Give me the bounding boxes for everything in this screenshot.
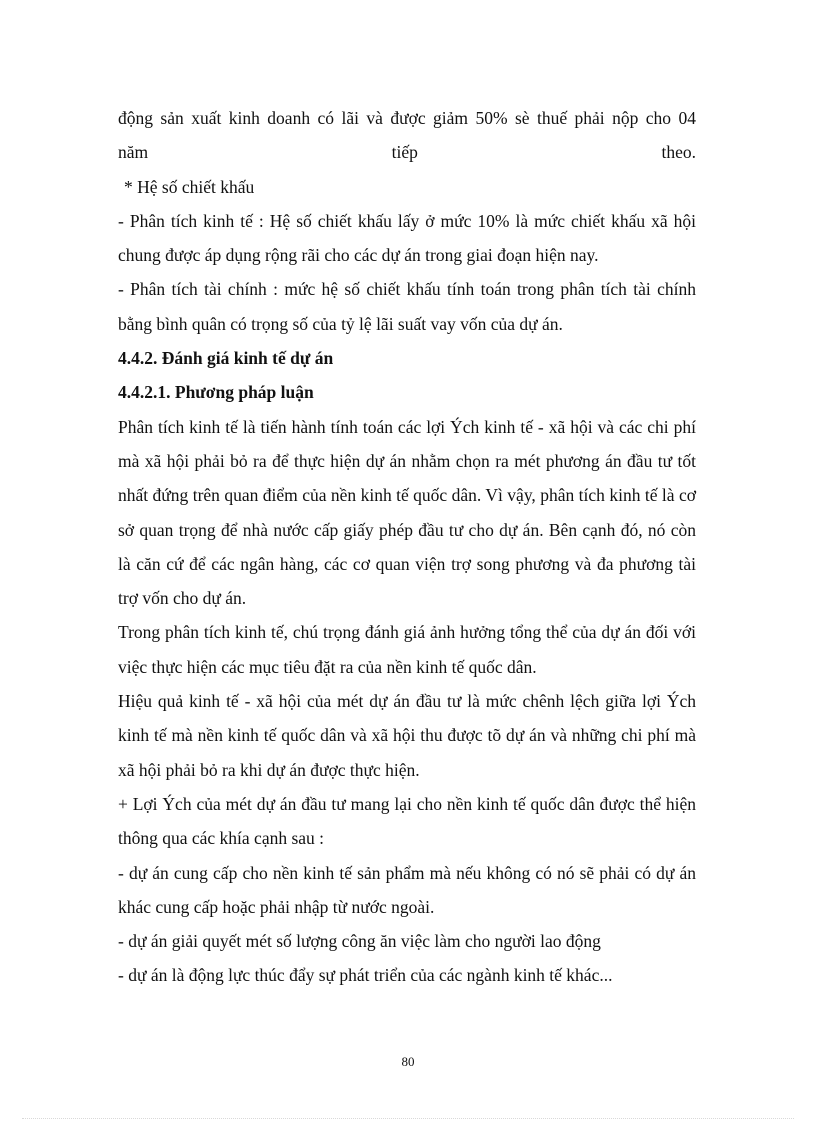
- subheading-discount-rate: * Hệ số chiết khấu: [124, 176, 255, 197]
- list-item-development: - dự án là động lực thúc đẩy sự phát triển của các ngành kinh tế khác...: [118, 965, 613, 986]
- paragraph-tax-continuation-line2: năm tiếp theo.: [118, 142, 696, 163]
- paragraph-socioeconomic-efficiency: Hiệu quả kinh tế - xã hội của mét dự án đầu tư là mức chênh lệch giữa lợi Ých kinh tế mà nền kinh tế quốc dân và xã hội thu được tõ dự án và những chi phí mà xã hội phải bỏ ra khi dự án được thực hiện.: [118, 691, 696, 780]
- paragraph-financial-discount: - Phân tích tài chính : mức hệ số chiết khấu tính toán trong phân tích tài chính bằng bình quân có trọng số của tỷ lệ lãi suất vay vốn của dự án.: [118, 279, 696, 334]
- section-heading-4-4-2-1: 4.4.2.1. Phương pháp luận: [118, 382, 314, 403]
- paragraph-economic-discount: - Phân tích kinh tế : Hệ số chiết khấu lấy ở mức 10% là mức chiết khấu xã hội chung được áp dụng rộng rãi cho các dự án trong giai đoạn hiện nay.: [118, 210, 696, 266]
- section-heading-4-4-2: 4.4.2. Đánh giá kinh tế dự án: [118, 348, 334, 369]
- page-bottom-divider: [22, 1118, 794, 1119]
- paragraph-benefits-intro: + Lợi Ých của mét dự án đầu tư mang lại cho nền kinh tế quốc dân được thể hiện thông qua các khía cạnh sau :: [118, 793, 696, 849]
- paragraph-tax-continuation-line1: động sản xuất kinh doanh có lãi và được giảm 50% sè thuế phải nộp cho 04: [118, 108, 696, 128]
- paragraph-overall-impact: Trong phân tích kinh tế, chú trọng đánh giá ảnh hưởng tổng thể của dự án đối với việc thực hiện các mục tiêu đặt ra của nền kinh tế quốc dân.: [118, 622, 696, 677]
- body-text: [118, 101, 696, 993]
- list-item-jobs: - dự án giải quyết mét số lượng công ăn việc làm cho người lao động: [118, 931, 601, 952]
- paragraph-economic-analysis: Phân tích kinh tế là tiến hành tính toán các lợi Ých kinh tế - xã hội và các chi phí mà xã hội phải bỏ ra để thực hiện dự án nhằm chọn ra mét phương án đầu tư tốt nhất đứng trên quan điểm của nền kinh tế quốc dân. Vì vậy, phân tích kinh tế là cơ sở quan trọng để nhà nước cấp giấy phép đầu tư cho dự án. Bên cạnh đó, nó còn là căn cứ để các ngân hàng, các cơ quan viện trợ song phương và đa phương tài trợ vốn cho dự án.: [118, 416, 696, 609]
- list-item-products: - dự án cung cấp cho nền kinh tế sản phẩm mà nếu không có nó sẽ phải có dự án khác cung cấp hoặc phải nhập từ nước ngoài.: [118, 862, 696, 917]
- page-number: 80: [401, 1054, 415, 1069]
